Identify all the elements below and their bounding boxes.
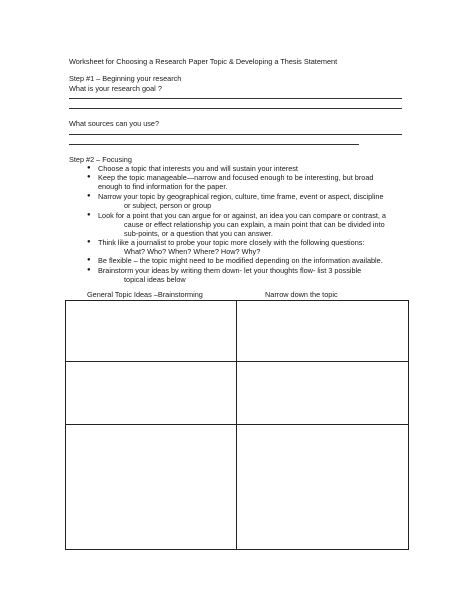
bullet-line: Look for a point that you can argue for or against, an idea you can compare or contrast, a	[98, 211, 386, 220]
answer-line[interactable]	[69, 98, 402, 99]
step1-heading: Step #1 – Beginning your research	[69, 74, 182, 83]
bullet-line: or subject, person or group	[124, 201, 212, 210]
bullet-line: Choose a topic that interests you and will sustain your interest	[98, 164, 298, 173]
bullet-line: Be flexible – the topic might need to be modified depending on the information available.	[98, 256, 383, 265]
brainstorm-column-header: General Topic Ideas –Brainstorming	[87, 290, 203, 299]
worksheet-title: Worksheet for Choosing a Research Paper Topic & Developing a Thesis Statement	[69, 57, 338, 66]
bullet-dot-icon: ●	[87, 193, 91, 199]
answer-line[interactable]	[69, 134, 402, 135]
bullet-line: topical ideas below	[124, 275, 186, 284]
bullet-line: enough to find information for the paper.	[98, 182, 228, 191]
bullet-line: cause or effect relationship you can explain, a main point that can be divided into	[124, 220, 385, 229]
bullet-dot-icon: ●	[87, 165, 91, 171]
narrow-column-header: Narrow down the topic	[265, 290, 338, 299]
bullet-dot-icon: ●	[87, 212, 91, 218]
research-goal-question: What is your research goal ?	[69, 84, 162, 93]
bullet-line: Brainstorm your ideas by writing them down- let your thoughts flow- list 3 possible	[98, 266, 362, 275]
sources-question: What sources can you use?	[69, 119, 160, 128]
bullet-line: sub-points, or a question that you can answer.	[124, 229, 273, 238]
bullet-line: What? Who? When? Where? How? Why?	[124, 247, 261, 256]
bullet-line: Keep the topic manageable—narrow and focused enough to be interesting, but broad	[98, 173, 374, 182]
answer-line[interactable]	[69, 108, 402, 109]
step2-heading: Step #2 – Focusing	[69, 155, 132, 164]
bullet-dot-icon: ●	[87, 239, 91, 245]
bullet-dot-icon: ●	[87, 174, 91, 180]
answer-line[interactable]	[69, 144, 359, 145]
narrow-cell-3[interactable]	[237, 425, 408, 549]
brainstorm-cell-3[interactable]	[66, 425, 237, 549]
brainstorm-cell-2[interactable]	[66, 362, 237, 425]
bullet-dot-icon: ●	[87, 267, 91, 273]
narrow-cell-2[interactable]	[237, 362, 408, 425]
topic-ideas-table	[65, 300, 409, 550]
bullet-line: Think like a journalist to probe your topic more closely with the following questions:	[98, 238, 365, 247]
bullet-line: Narrow your topic by geographical region, culture, time frame, event or aspect, discipline	[98, 192, 384, 201]
bullet-dot-icon: ●	[87, 257, 91, 263]
narrow-cell-1[interactable]	[237, 301, 408, 362]
brainstorm-cell-1[interactable]	[66, 301, 237, 362]
